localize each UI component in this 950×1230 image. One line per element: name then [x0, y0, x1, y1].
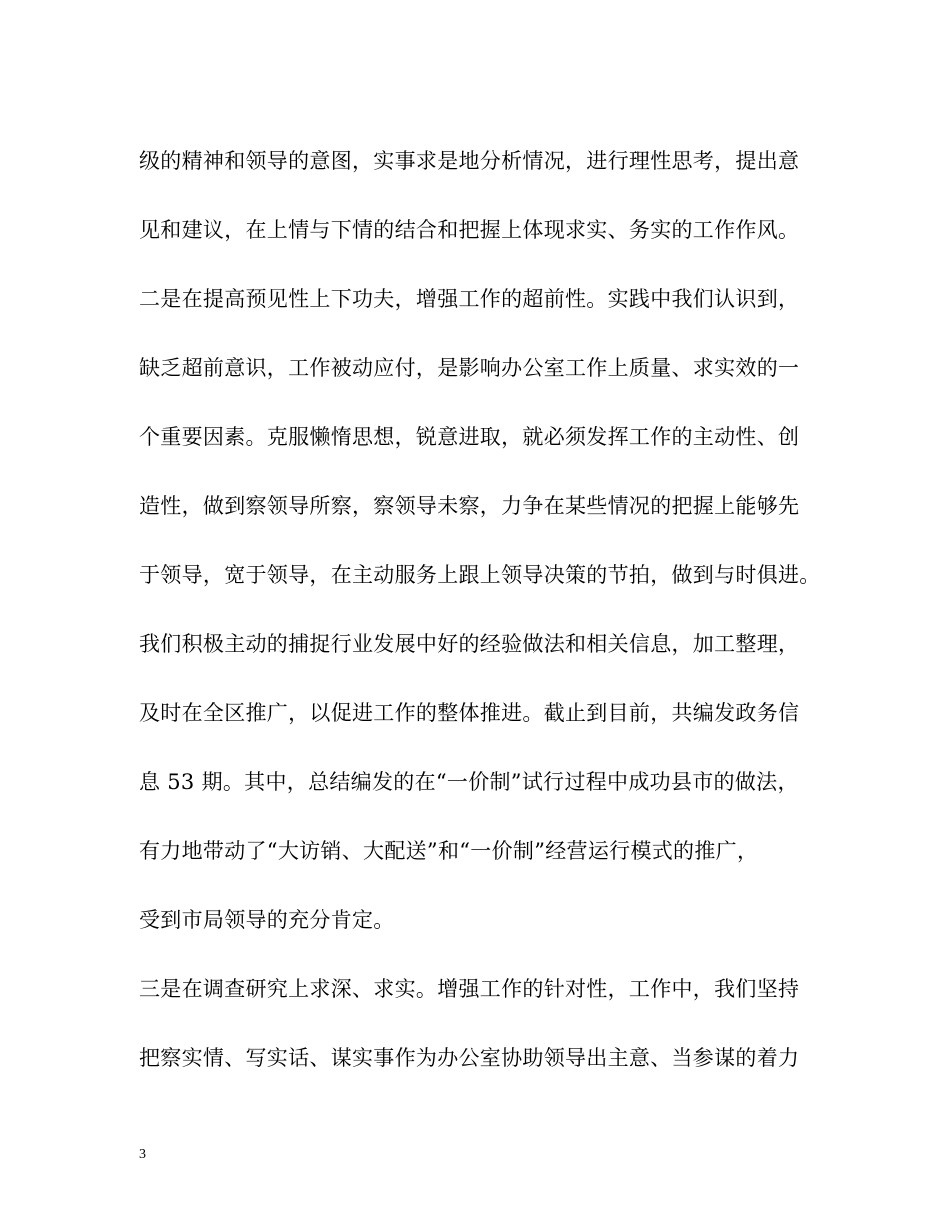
body-text-line: 有力地带动了“大访销、大配送”和“一价制”经营运行模式的推广， — [139, 839, 759, 863]
body-text-line: 受到市局领导的充分肯定。 — [139, 908, 395, 932]
page-number: 3 — [139, 1147, 146, 1162]
body-text-line: 见和建议，在上情与下情的结合和把握上体现求实、务实的工作作风。 — [139, 218, 800, 242]
body-text-line: 级的精神和领导的意图，实事求是地分析情况，进行理性思考，提出意 — [139, 149, 800, 173]
body-text-line: 二是在提高预见性上下功夫，增强工作的超前性。实践中我们认识到， — [139, 287, 800, 311]
body-text-line: 造性，做到察领导所察，察领导未察，力争在某些情况的把握上能够先 — [139, 494, 800, 518]
body-text-line: 缺乏超前意识，工作被动应付，是影响办公室工作上质量、求实效的一 — [139, 356, 800, 380]
body-text-line: 三是在调查研究上求深、求实。增强工作的针对性，工作中，我们坚持 — [139, 977, 800, 1001]
body-text-line: 我们积极主动的捕捉行业发展中好的经验做法和相关信息，加工整理， — [139, 632, 800, 656]
body-text-line: 把察实情、写实话、谋实事作为办公室协助领导出主意、当参谋的着力 — [139, 1046, 800, 1070]
body-text-line: 及时在全区推广，以促进工作的整体推进。截止到目前，共编发政务信 — [139, 701, 800, 725]
body-text-line: 息 53 期。其中，总结编发的在“一价制”试行过程中成功县市的做法， — [139, 770, 799, 794]
body-text-line: 个重要因素。克服懒惰思想，锐意进取，就必须发挥工作的主动性、创 — [139, 425, 800, 449]
body-text-line: 于领导，宽于领导，在主动服务上跟上领导决策的节拍，做到与时俱进。 — [139, 563, 821, 587]
